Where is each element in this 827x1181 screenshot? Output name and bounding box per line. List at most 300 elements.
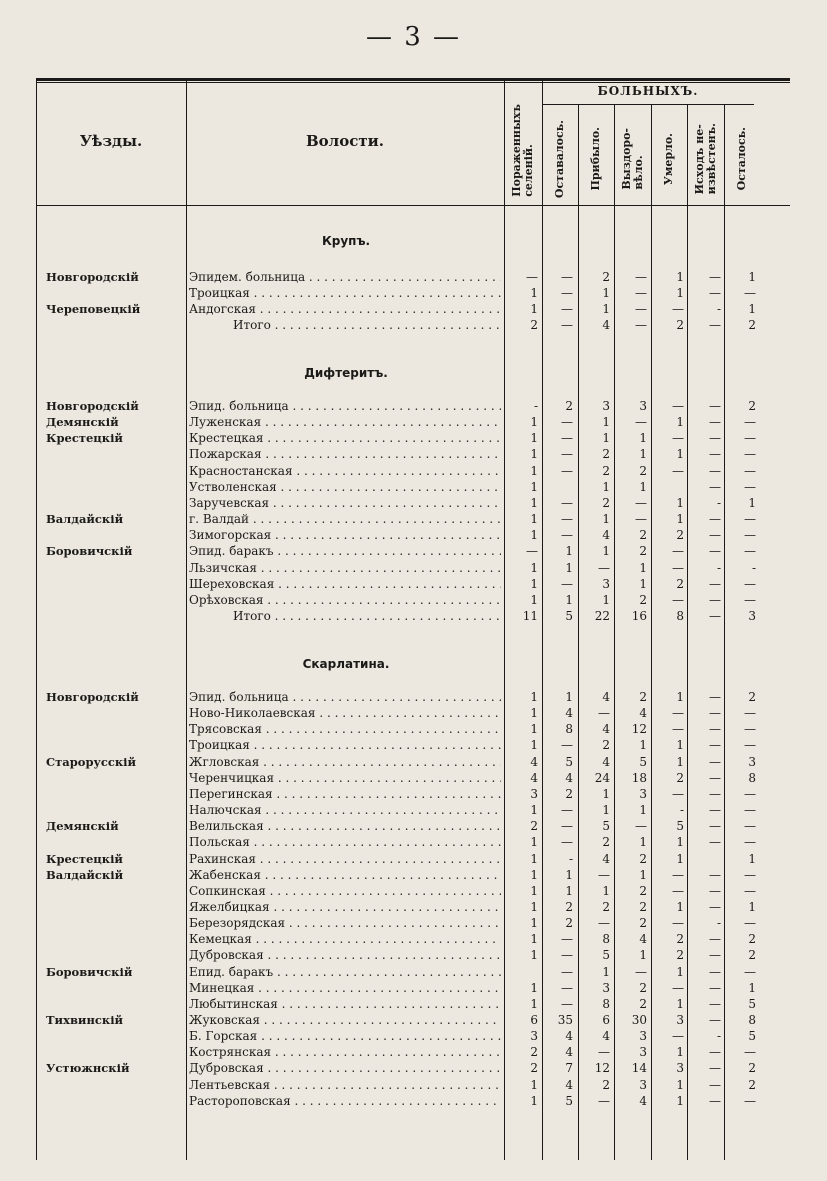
value-cell: 2 — [676, 770, 684, 785]
value-cell: — — [598, 706, 610, 721]
value-cell: — — [709, 1061, 721, 1076]
volost-cell: Красностанская . . . — [189, 463, 501, 479]
volost-cell: Дубровская . . . — [189, 947, 501, 963]
header-col-died: Умерло. — [662, 132, 675, 186]
value-cell: — — [561, 835, 573, 850]
table-row — [0, 705, 827, 721]
value-cell: 4 — [602, 1029, 610, 1044]
value-cell: 1 — [530, 302, 538, 317]
value-cell: 1 — [602, 286, 610, 301]
value-cell: 2 — [565, 899, 573, 914]
value-cell: — — [635, 819, 647, 834]
table-row — [0, 802, 827, 818]
value-cell: 2 — [530, 1061, 538, 1076]
table-row — [0, 560, 827, 576]
value-cell: — — [709, 431, 721, 446]
value-cell: 1 — [676, 286, 684, 301]
header-bottom-rule — [36, 205, 790, 206]
value-cell: 2 — [748, 399, 756, 413]
value-cell: 7 — [565, 1061, 573, 1076]
uezd-cell: Боровичскій — [46, 544, 133, 559]
value-cell: 5 — [565, 608, 573, 623]
value-cell: 22 — [594, 608, 610, 623]
table-row — [0, 430, 827, 446]
value-cell: — — [635, 318, 647, 333]
volost-cell: Троицкая . . . — [189, 737, 501, 753]
table-row — [0, 899, 827, 915]
value-cell: 1 — [676, 1045, 684, 1060]
value-cell: 4 — [530, 754, 538, 769]
value-cell: 4 — [565, 1077, 573, 1092]
value-cell: 3 — [748, 608, 756, 623]
value-cell: 2 — [748, 1077, 756, 1092]
value-cell: 2 — [565, 786, 573, 801]
volost-cell: Кострянская . . . — [189, 1044, 501, 1060]
value-cell: 1 — [530, 706, 538, 721]
value-cell: — — [709, 479, 721, 494]
value-cell: 3 — [602, 576, 610, 591]
uezd-cell: Боровичскій — [46, 964, 133, 979]
value-cell: - — [568, 851, 573, 866]
uezd-cell: Новгородскій — [46, 399, 139, 413]
value-cell: — — [709, 706, 721, 721]
value-cell: 2 — [676, 528, 684, 543]
value-cell: 1 — [639, 431, 647, 446]
volost-cell: Жабенская . . . — [189, 867, 501, 883]
value-cell: 1 — [676, 738, 684, 753]
value-cell: 1 — [602, 964, 610, 979]
uezd-cell: Валдайскій — [46, 512, 124, 527]
value-cell: 1 — [565, 560, 573, 575]
value-cell: — — [709, 1013, 721, 1027]
value-cell: — — [709, 722, 721, 737]
value-cell: 1 — [676, 1093, 684, 1108]
value-cell: 5 — [602, 948, 610, 963]
value-cell: 1 — [639, 867, 647, 882]
table-row — [0, 576, 827, 592]
volost-cell: Б. Горская . . . — [189, 1028, 501, 1044]
volost-cell: Устволенская . . . — [189, 479, 501, 495]
value-cell: 5 — [639, 754, 647, 769]
value-cell: — — [744, 964, 756, 979]
value-cell: 1 — [530, 463, 538, 478]
value-cell: — — [672, 592, 684, 607]
value-cell: — — [672, 399, 684, 413]
table-row — [0, 301, 827, 317]
value-cell: 1 — [602, 415, 610, 430]
value-cell: — — [744, 415, 756, 430]
volost-cell: Кемецкая . . . — [189, 931, 501, 947]
value-cell: 8 — [748, 1013, 756, 1027]
value-cell: 4 — [602, 528, 610, 543]
value-cell: — — [709, 786, 721, 801]
value-cell: 1 — [530, 415, 538, 430]
header-volost: Волости. — [305, 132, 385, 150]
table-row — [0, 867, 827, 883]
volost-cell: Эпидем. больница . . . — [189, 269, 501, 285]
value-cell: 3 — [602, 980, 610, 995]
table-row — [0, 285, 827, 301]
value-cell: — — [561, 286, 573, 301]
value-cell: 1 — [639, 738, 647, 753]
value-cell: — — [635, 270, 647, 284]
uezd-cell: Валдайскій — [46, 867, 124, 882]
value-cell: - — [716, 916, 721, 931]
value-cell: — — [744, 286, 756, 301]
value-cell: 2 — [639, 463, 647, 478]
value-cell: 8 — [602, 932, 610, 947]
uezd-cell: Демянскій — [46, 415, 119, 430]
value-cell: 2 — [639, 528, 647, 543]
value-cell: 1 — [530, 560, 538, 575]
value-cell: — — [561, 495, 573, 510]
value-cell: 4 — [530, 770, 538, 785]
value-cell: 2 — [676, 932, 684, 947]
value-cell: 1 — [748, 899, 756, 914]
table-row — [0, 851, 827, 867]
value-cell: 1 — [602, 592, 610, 607]
value-cell: - — [679, 803, 684, 818]
value-cell: — — [561, 803, 573, 818]
volost-cell: Епид. баракъ . . . — [189, 964, 501, 980]
value-cell: — — [709, 964, 721, 979]
value-cell: 1 — [639, 835, 647, 850]
value-cell: 5 — [748, 996, 756, 1011]
table-row — [0, 689, 827, 705]
value-cell: 1 — [748, 302, 756, 317]
volost-cell: г. Валдай . . . — [189, 511, 501, 527]
value-cell: — — [744, 706, 756, 721]
value-cell: — — [598, 1093, 610, 1108]
volost-cell: Ново-Николаевская . . . — [189, 705, 501, 721]
value-cell: 1 — [530, 495, 538, 510]
value-cell: - — [533, 399, 538, 413]
value-cell: — — [561, 431, 573, 446]
value-cell: 1 — [639, 803, 647, 818]
uezd-cell: Крестецкій — [46, 851, 123, 866]
value-cell: 5 — [676, 819, 684, 834]
value-cell: — — [672, 544, 684, 559]
value-cell: — — [635, 512, 647, 527]
value-cell: — — [709, 948, 721, 963]
value-cell: 12 — [594, 1061, 610, 1076]
value-cell: — — [709, 835, 721, 850]
value-cell: 2 — [602, 463, 610, 478]
volost-cell: Дубровская . . . — [189, 1060, 501, 1076]
value-cell: — — [709, 754, 721, 769]
table-row — [0, 479, 827, 495]
value-cell: 1 — [676, 899, 684, 914]
value-cell: 1 — [676, 996, 684, 1011]
section-title: Скарлатина. — [302, 657, 390, 671]
value-cell: 1 — [530, 447, 538, 462]
value-cell: — — [709, 738, 721, 753]
value-cell: 4 — [565, 1045, 573, 1060]
uezd-cell: Демянскій — [46, 819, 119, 834]
value-cell: 2 — [748, 932, 756, 947]
value-cell: — — [709, 996, 721, 1011]
value-cell: 1 — [676, 447, 684, 462]
value-cell: 1 — [748, 495, 756, 510]
table-row — [0, 1093, 827, 1109]
value-cell: — — [744, 447, 756, 462]
value-cell: 1 — [530, 867, 538, 882]
header-uezd: Уѣзды. — [79, 132, 143, 150]
group-header-rule — [542, 104, 754, 105]
value-cell: — — [709, 1045, 721, 1060]
value-cell: 2 — [602, 1077, 610, 1092]
volost-cell: Жуковская . . . — [189, 1012, 501, 1028]
value-cell: — — [744, 1093, 756, 1108]
value-cell: 1 — [602, 544, 610, 559]
value-cell: 1 — [602, 431, 610, 446]
uezd-cell: Тихвинскій — [46, 1013, 124, 1027]
value-cell: 1 — [530, 1077, 538, 1092]
value-cell: 1 — [530, 722, 538, 737]
table-row — [0, 463, 827, 479]
value-cell: — — [561, 980, 573, 995]
value-cell: 1 — [530, 512, 538, 527]
value-cell: — — [709, 576, 721, 591]
value-cell: 4 — [602, 722, 610, 737]
value-cell: — — [561, 318, 573, 333]
value-cell: — — [561, 932, 573, 947]
value-cell: 3 — [748, 754, 756, 769]
table-row — [0, 915, 827, 931]
value-cell: — — [744, 463, 756, 478]
volost-cell: Эпид. баракъ . . . — [189, 543, 501, 559]
value-cell: 1 — [530, 899, 538, 914]
volost-cell: Растороповская . . . — [189, 1093, 501, 1109]
header-col-recovered: Выздоро- вѣло. — [619, 128, 645, 190]
value-cell: 1 — [602, 883, 610, 898]
value-cell: 1 — [602, 302, 610, 317]
value-cell: 1 — [676, 270, 684, 284]
value-cell: 2 — [602, 270, 610, 284]
table-row — [0, 398, 827, 414]
value-cell: — — [744, 786, 756, 801]
value-cell: 11 — [522, 608, 538, 623]
value-cell: 1 — [639, 479, 647, 494]
value-cell: 1 — [676, 835, 684, 850]
table-row — [0, 446, 827, 462]
value-cell: — — [672, 1029, 684, 1044]
value-cell: — — [635, 302, 647, 317]
value-cell: — — [672, 867, 684, 882]
value-cell: 3 — [639, 1029, 647, 1044]
value-cell: 16 — [631, 608, 647, 623]
value-cell: — — [672, 463, 684, 478]
volost-cell: Эпид. больница . . . — [189, 398, 501, 414]
value-cell: 2 — [565, 399, 573, 413]
value-cell: 4 — [602, 851, 610, 866]
value-cell: — — [526, 544, 538, 559]
value-cell: 4 — [565, 1029, 573, 1044]
table-total-row — [0, 608, 827, 624]
table-row — [0, 931, 827, 947]
value-cell: — — [709, 544, 721, 559]
value-cell: 2 — [602, 495, 610, 510]
value-cell: - — [716, 560, 721, 575]
value-cell: 3 — [639, 1045, 647, 1060]
value-cell: 1 — [748, 851, 756, 866]
value-cell: — — [672, 883, 684, 898]
volost-cell: Яжелбицкая . . . — [189, 899, 501, 915]
table-row — [0, 754, 827, 770]
table-row — [0, 543, 827, 559]
value-cell: 1 — [565, 690, 573, 704]
value-cell: 2 — [602, 899, 610, 914]
value-cell: — — [744, 819, 756, 834]
value-cell: 1 — [639, 447, 647, 462]
volost-cell: Польская . . . — [189, 834, 501, 850]
value-cell: - — [716, 495, 721, 510]
value-cell: 2 — [748, 1061, 756, 1076]
volost-cell: Рахинская . . . — [189, 851, 501, 867]
value-cell: 1 — [676, 690, 684, 704]
value-cell: — — [709, 1077, 721, 1092]
volost-cell: Зимогорская . . . — [189, 527, 501, 543]
value-cell: 1 — [530, 479, 538, 494]
section-title: Дифтеритъ. — [304, 366, 388, 380]
value-cell: — — [561, 964, 573, 979]
volost-cell: Шереховская . . . — [189, 576, 501, 592]
value-cell: 6 — [530, 1013, 538, 1027]
value-cell: — — [709, 608, 721, 623]
table-row — [0, 786, 827, 802]
value-cell: 2 — [602, 738, 610, 753]
value-cell: — — [744, 576, 756, 591]
value-cell: 2 — [639, 980, 647, 995]
volost-cell: Велильская . . . — [189, 818, 501, 834]
value-cell: — — [672, 431, 684, 446]
value-cell: — — [709, 528, 721, 543]
header-col-arrived: Прибыло. — [589, 127, 602, 191]
value-cell: 1 — [530, 576, 538, 591]
table-row — [0, 1044, 827, 1060]
value-cell: 3 — [676, 1061, 684, 1076]
value-cell: - — [751, 560, 756, 575]
uezd-cell: Новгородскій — [46, 270, 139, 284]
table-row — [0, 1060, 827, 1076]
value-cell: 1 — [639, 560, 647, 575]
value-cell: 2 — [676, 576, 684, 591]
value-cell: — — [709, 415, 721, 430]
value-cell: 1 — [530, 1093, 538, 1108]
value-cell: 3 — [530, 786, 538, 801]
value-cell: 1 — [676, 1077, 684, 1092]
value-cell: 1 — [530, 803, 538, 818]
table-row — [0, 1012, 827, 1028]
value-cell: — — [598, 560, 610, 575]
value-cell: — — [561, 415, 573, 430]
value-cell: 4 — [602, 318, 610, 333]
value-cell: — — [561, 447, 573, 462]
table-row — [0, 269, 827, 285]
value-cell: 5 — [602, 819, 610, 834]
value-cell: — — [709, 318, 721, 333]
volost-cell: Итого . . . — [189, 317, 501, 333]
volost-cell: Трясовская . . . — [189, 721, 501, 737]
value-cell: 1 — [602, 803, 610, 818]
value-cell: — — [709, 592, 721, 607]
value-cell: 3 — [602, 399, 610, 413]
table-row — [0, 980, 827, 996]
value-cell: — — [561, 819, 573, 834]
table-row — [0, 883, 827, 899]
value-cell: 4 — [639, 1093, 647, 1108]
value-cell: — — [672, 916, 684, 931]
page-number: — 3 — — [365, 22, 462, 52]
header-col-unknown: Исходъ не- извѣстенъ. — [692, 123, 718, 195]
value-cell: — — [709, 286, 721, 301]
value-cell: 3 — [676, 1013, 684, 1027]
volost-cell: Лентьевская . . . — [189, 1077, 501, 1093]
volost-cell: Орѣховская . . . — [189, 592, 501, 608]
value-cell: 2 — [602, 835, 610, 850]
value-cell: — — [672, 302, 684, 317]
value-cell: — — [709, 883, 721, 898]
volost-cell: Заручевская . . . — [189, 495, 501, 511]
value-cell: 12 — [631, 722, 647, 737]
value-cell: 1 — [530, 431, 538, 446]
volost-cell: Пожарская . . . — [189, 446, 501, 462]
table-total-row — [0, 317, 827, 333]
header-group-sick: БОЛЬНЫХЪ. — [597, 84, 699, 98]
value-cell: — — [598, 867, 610, 882]
value-cell: 35 — [557, 1013, 573, 1027]
header-col-remained: Оставалось. — [553, 119, 566, 199]
value-cell: — — [635, 286, 647, 301]
value-cell: — — [744, 803, 756, 818]
value-cell: 30 — [631, 1013, 647, 1027]
value-cell: — — [744, 883, 756, 898]
value-cell: 2 — [565, 916, 573, 931]
value-cell: 1 — [530, 996, 538, 1011]
value-cell: 1 — [530, 980, 538, 995]
value-cell: — — [744, 1045, 756, 1060]
value-cell: — — [561, 576, 573, 591]
value-cell: — — [598, 916, 610, 931]
value-cell: 2 — [639, 899, 647, 914]
value-cell: 4 — [602, 754, 610, 769]
value-cell: 24 — [594, 770, 610, 785]
volost-cell: Льзичская . . . — [189, 560, 501, 576]
value-cell: 6 — [602, 1013, 610, 1027]
value-cell: 8 — [602, 996, 610, 1011]
table-row — [0, 1028, 827, 1044]
value-cell: 2 — [530, 318, 538, 333]
value-cell: 14 — [631, 1061, 647, 1076]
value-cell: — — [635, 964, 647, 979]
value-cell: - — [716, 1029, 721, 1044]
value-cell: - — [716, 302, 721, 317]
volost-cell: Сопкинская . . . — [189, 883, 501, 899]
value-cell: 2 — [639, 592, 647, 607]
uezd-cell: Новгородскій — [46, 690, 139, 704]
value-cell: — — [672, 722, 684, 737]
value-cell: 2 — [639, 544, 647, 559]
value-cell: 4 — [639, 932, 647, 947]
value-cell: — — [598, 1045, 610, 1060]
value-cell: 1 — [748, 980, 756, 995]
value-cell: 2 — [748, 948, 756, 963]
value-cell: — — [672, 560, 684, 575]
value-cell: — — [561, 512, 573, 527]
value-cell: — — [744, 867, 756, 882]
table-top-rule-thin — [36, 82, 790, 83]
value-cell: — — [709, 463, 721, 478]
